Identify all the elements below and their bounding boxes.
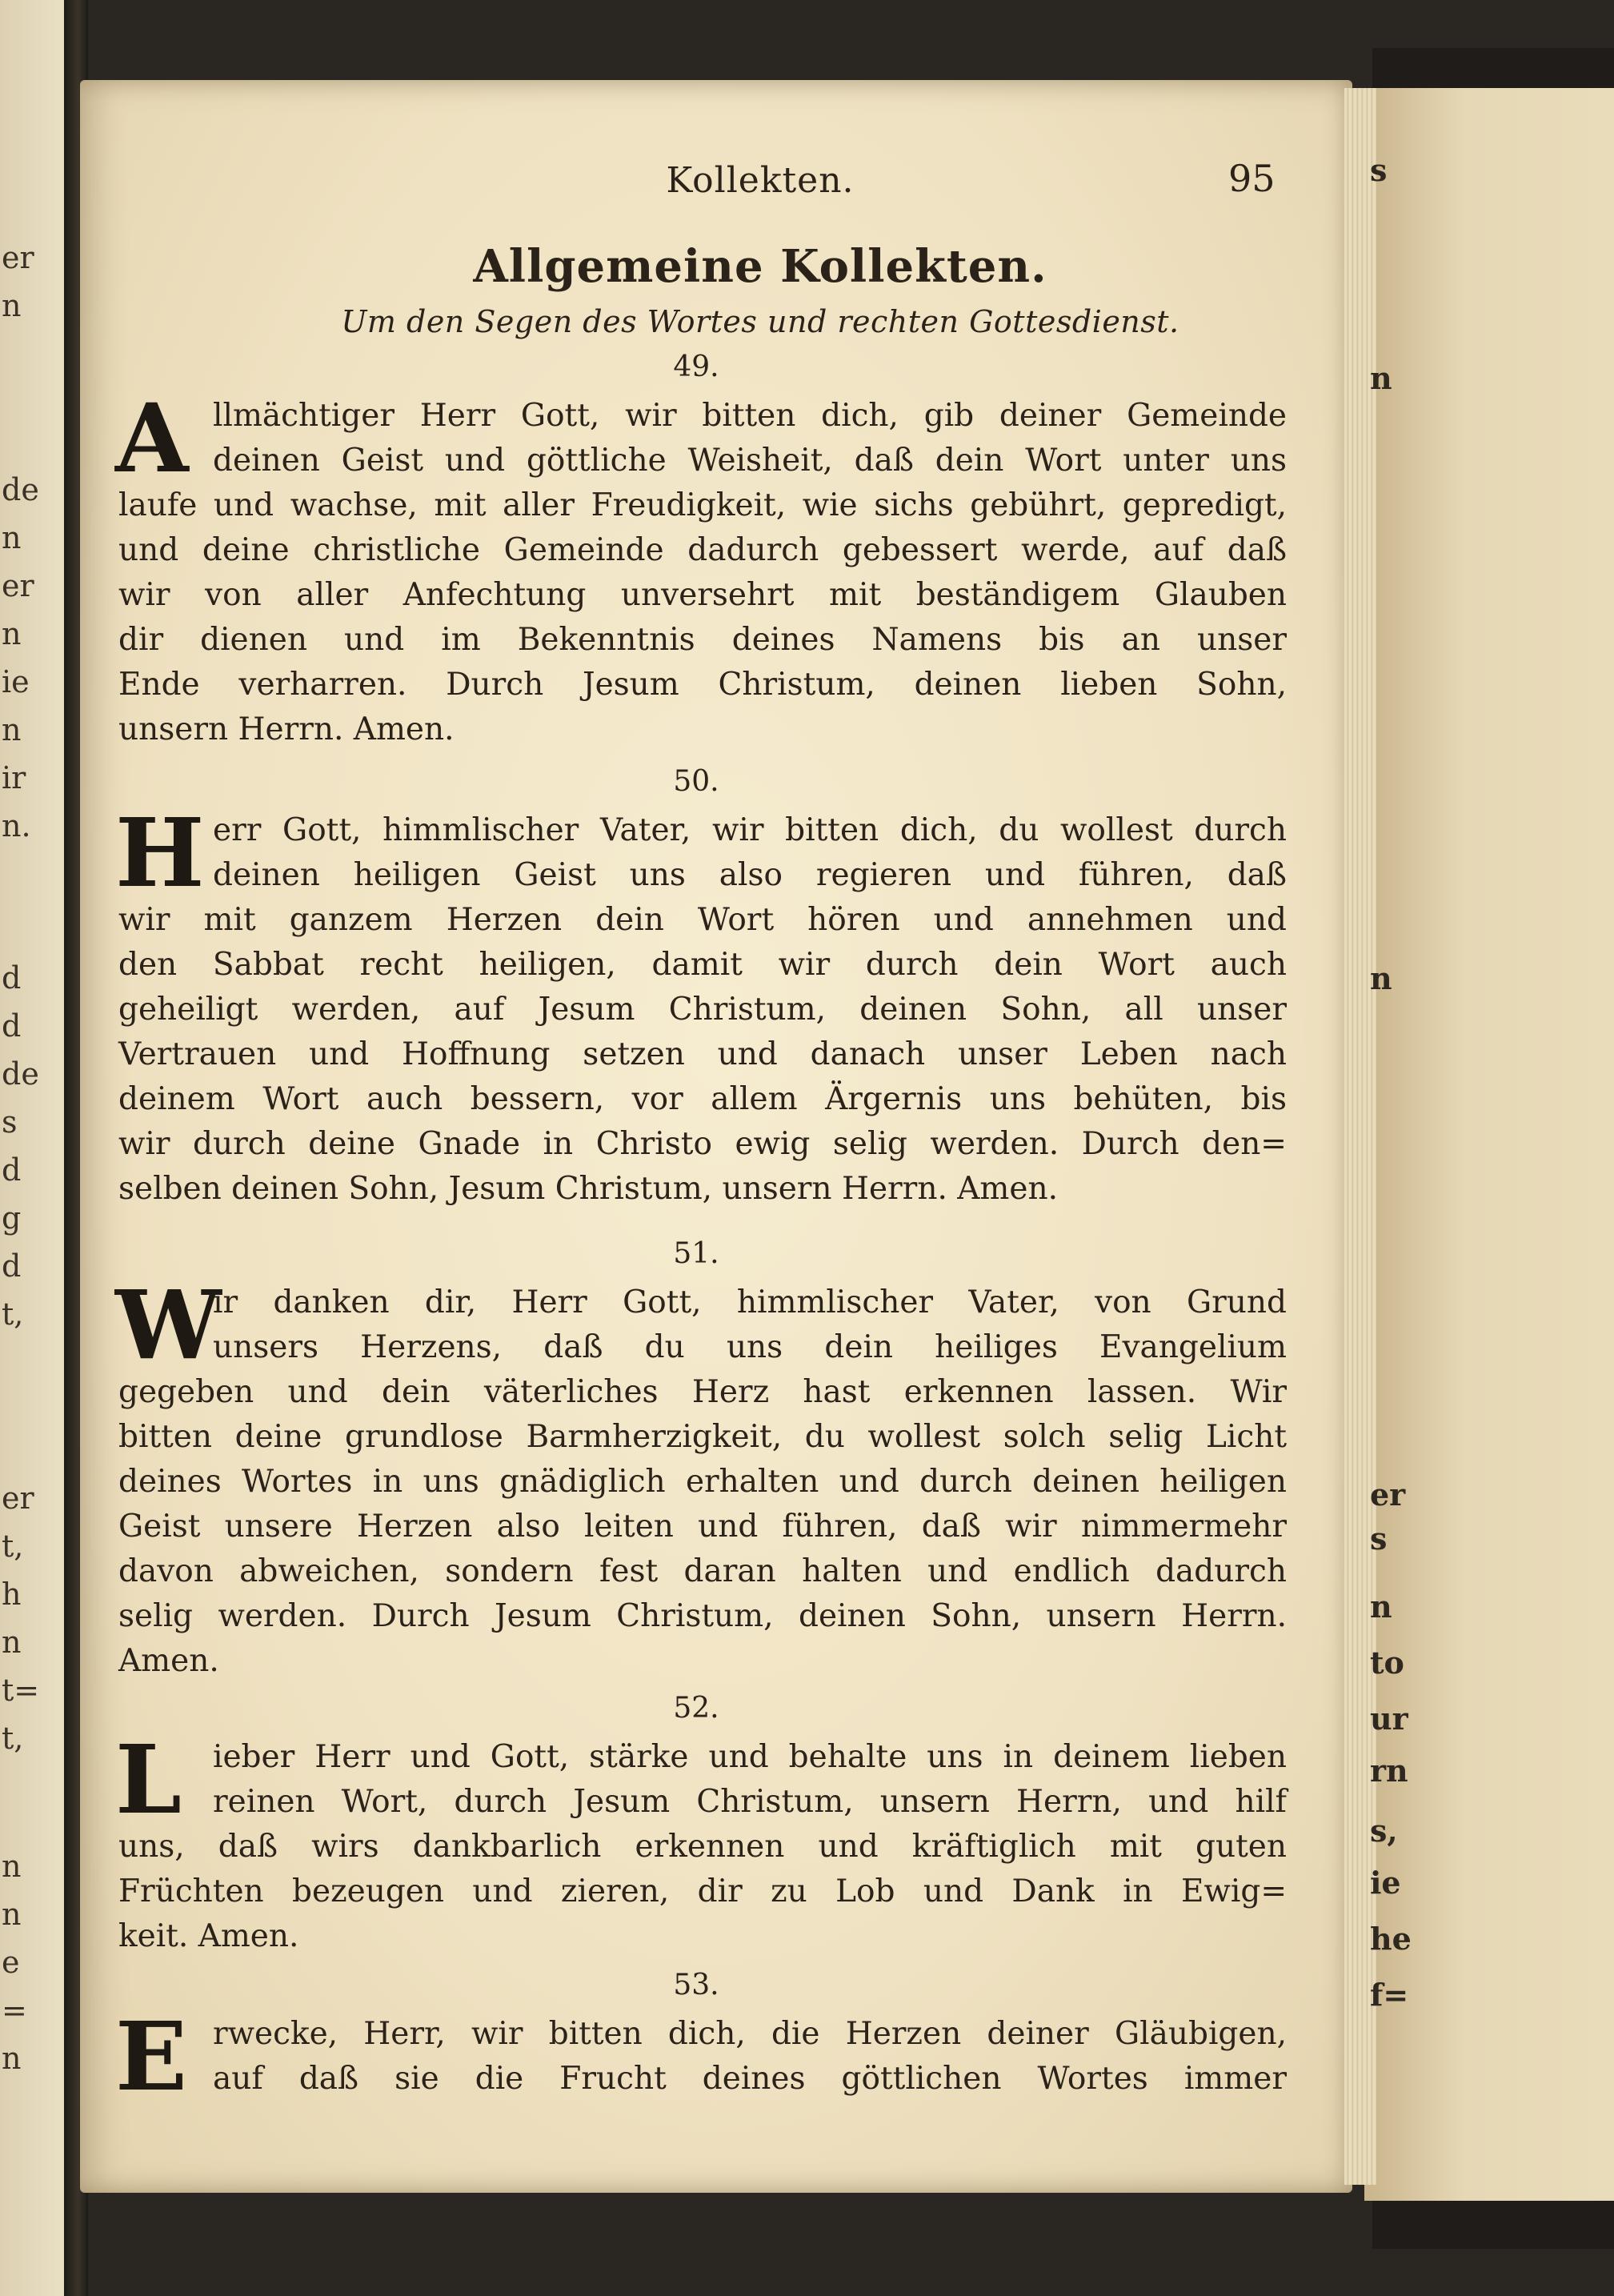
margin-fragment: n xyxy=(2,1849,22,1884)
text-line: deinen Geist und göttliche Weisheit, daß dein Wort unter uns xyxy=(213,443,1287,479)
text-line: bitten deine grundlose Barmherzigkeit, du wollest solch selig Licht xyxy=(118,1419,1287,1455)
margin-fragment: t, xyxy=(2,1296,24,1332)
section-title: Allgemeine Kollekten. xyxy=(473,240,1047,293)
page-number: 95 xyxy=(1228,157,1276,200)
prayer-number: 49. xyxy=(673,351,719,383)
text-line: Amen. xyxy=(118,1643,219,1679)
margin-fragment: t, xyxy=(2,1721,24,1756)
margin-fragment: n xyxy=(2,288,22,323)
text-line: laufe und wachse, mit aller Freudigkeit, wie sichs gebührt, gepredigt, xyxy=(118,487,1287,523)
text-line: deines Wortes in uns gnädiglich erhalten und durch deinen heiligen xyxy=(118,1464,1287,1500)
text-line: davon abweichen, sondern fest daran halten und endlich dadurch xyxy=(118,1553,1287,1589)
margin-fragment: n xyxy=(1370,360,1392,396)
margin-fragment: ie xyxy=(1370,1865,1401,1901)
prayer-paragraph xyxy=(115,797,1287,1212)
text-line: Früchten bezeugen und zieren, dir zu Lob und Dank in Ewig= xyxy=(118,1873,1287,1909)
text-line: Geist unsere Herzen also leiten und führen, daß wir nimmermehr xyxy=(118,1509,1287,1545)
prayer-paragraph xyxy=(115,2001,1287,2112)
margin-fragment: d xyxy=(2,1248,22,1284)
margin-fragment: er xyxy=(2,568,34,603)
prayer-number: 51. xyxy=(673,1237,719,1270)
margin-fragment: s xyxy=(2,1104,18,1140)
margin-fragment: rn xyxy=(1370,1753,1408,1789)
margin-fragment: f= xyxy=(1370,1977,1409,2013)
text-line: auf daß sie die Frucht deines göttlichen Wortes immer xyxy=(213,2061,1287,2097)
drop-cap: H xyxy=(115,797,205,908)
text-line: selig werden. Durch Jesum Christum, deinen Sohn, unsern Herrn. xyxy=(118,1598,1287,1634)
margin-fragment: g xyxy=(2,1200,22,1236)
section-subtitle: Um den Segen des Wortes und rechten Gottesdienst. xyxy=(341,304,1179,339)
margin-fragment: n xyxy=(2,712,22,747)
margin-fragment: d xyxy=(2,1008,22,1044)
text-line: selben deinen Sohn, Jesum Christum, unsern Herrn. Amen. xyxy=(118,1171,1058,1207)
text-line: und deine christliche Gemeinde dadurch gebessert werde, auf daß xyxy=(118,532,1287,568)
text-line: Ende verharren. Durch Jesum Christum, deinen lieben Sohn, xyxy=(118,667,1287,703)
text-line: gegeben und dein väterliches Herz hast erkennen lassen. Wir xyxy=(118,1374,1287,1410)
drop-cap: E xyxy=(115,2001,187,2112)
text-line: uns, daß wirs dankbarlich erkennen und kräftiglich mit guten xyxy=(118,1829,1287,1865)
margin-fragment: d xyxy=(2,1152,22,1188)
drop-cap: W xyxy=(115,1269,222,1380)
text-line: deinen heiligen Geist uns also regieren und führen, daß xyxy=(213,857,1287,893)
text-line: unsers Herzens, daß du uns dein heiliges Evangelium xyxy=(213,1329,1287,1365)
text-line: deinem Wort auch bessern, vor allem Ärgernis uns behüten, bis xyxy=(118,1081,1287,1117)
margin-fragment: he xyxy=(1370,1921,1412,1957)
text-line: Vertrauen und Hoffnung setzen und danach unser Leben nach xyxy=(118,1036,1287,1072)
running-header: Kollekten. xyxy=(666,160,855,201)
text-line: err Gott, himmlischer Vater, wir bitten dich, du wollest durch xyxy=(213,812,1287,848)
prayer-number: 52. xyxy=(673,1692,719,1725)
margin-fragment: s xyxy=(1370,1521,1388,1557)
margin-fragment: t= xyxy=(2,1673,40,1708)
margin-fragment: n xyxy=(2,1897,22,1932)
text-line: llmächtiger Herr Gott, wir bitten dich, gib deiner Gemeinde xyxy=(213,398,1287,434)
margin-fragment: n. xyxy=(2,808,31,843)
prayer-paragraph xyxy=(115,383,1287,752)
margin-fragment: de xyxy=(2,472,39,507)
text-line: geheiligt werden, auf Jesum Christum, deinen Sohn, all unser xyxy=(118,992,1287,1028)
text-line: dir dienen und im Bekenntnis deines Namens bis an unser xyxy=(118,622,1287,658)
text-line: unsern Herrn. Amen. xyxy=(118,711,455,747)
text-line: keit. Amen. xyxy=(118,1918,299,1954)
margin-fragment: n xyxy=(2,616,22,651)
margin-fragment: s xyxy=(1370,152,1388,188)
text-line: wir von aller Anfechtung unversehrt mit beständigem Glauben xyxy=(118,577,1287,613)
margin-fragment: n xyxy=(1370,1589,1392,1625)
prayer-paragraph xyxy=(115,1269,1287,1684)
drop-cap: A xyxy=(115,383,189,494)
margin-fragment: d xyxy=(2,960,22,996)
text-line: wir durch deine Gnade in Christo ewig selig werden. Durch den= xyxy=(118,1126,1287,1162)
margin-fragment: n xyxy=(2,520,22,555)
margin-fragment: to xyxy=(1370,1645,1404,1681)
margin-fragment: ir xyxy=(2,760,26,795)
margin-fragment: er xyxy=(1370,1477,1406,1513)
text-line: wir mit ganzem Herzen dein Wort hören und annehmen und xyxy=(118,902,1287,938)
text-line: ieber Herr und Gott, stärke und behalte uns in deinem lieben xyxy=(213,1739,1287,1775)
prayer-number: 53. xyxy=(673,1969,719,2001)
text-line: ir danken dir, Herr Gott, himmlischer Vater, von Grund xyxy=(213,1284,1287,1320)
prayer-number: 50. xyxy=(673,765,719,798)
text-line: reinen Wort, durch Jesum Christum, unsern Herrn, und hilf xyxy=(213,1784,1287,1820)
margin-fragment: h xyxy=(2,1577,22,1612)
margin-fragment: er xyxy=(2,240,34,275)
margin-fragment: n xyxy=(1370,960,1392,996)
margin-fragment: t, xyxy=(2,1529,24,1564)
margin-fragment: ie xyxy=(2,664,30,699)
margin-fragment: = xyxy=(2,1993,27,2028)
margin-fragment: e xyxy=(2,1945,20,1980)
drop-cap: L xyxy=(115,1724,182,1835)
margin-fragment: de xyxy=(2,1056,39,1092)
text-line: den Sabbat recht heiligen, damit wir durch dein Wort auch xyxy=(118,947,1287,983)
margin-fragment: ur xyxy=(1370,1701,1408,1737)
prayer-paragraph xyxy=(115,1724,1287,1959)
margin-fragment: er xyxy=(2,1481,34,1516)
margin-fragment: n xyxy=(2,2041,22,2076)
margin-fragment: n xyxy=(2,1625,22,1660)
text-line: rwecke, Herr, wir bitten dich, die Herzen deiner Gläubigen, xyxy=(213,2016,1287,2052)
margin-fragment: s, xyxy=(1370,1813,1398,1849)
